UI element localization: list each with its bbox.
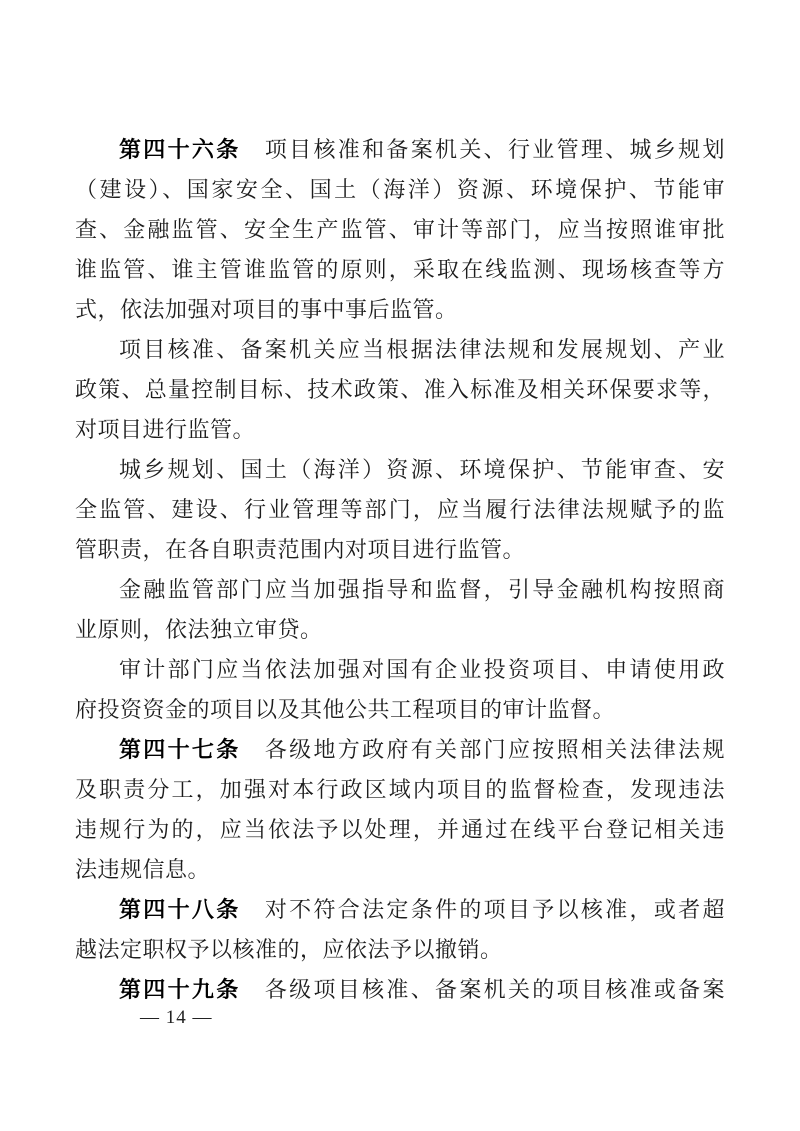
- line-text: 府投资资金的项目以及其他公共工程项目的审计监督。: [75, 697, 616, 722]
- line-text: 各级项目核准、备案机关的项目核准或备案: [240, 977, 725, 1002]
- line-text: 对项目进行监管。: [75, 417, 256, 442]
- article-number: 第四十八条: [119, 897, 241, 922]
- text-line: [75, 930, 725, 970]
- line-text: 金融监管部门应当加强指导和监督，引导金融机构按照商: [119, 577, 725, 602]
- text-line: [75, 770, 725, 810]
- text-line: [75, 490, 725, 530]
- line-text: 式，依法加强对项目的事中事后监管。: [75, 297, 458, 322]
- line-text: 审计部门应当依法加强对国有企业投资项目、申请使用政: [119, 657, 725, 682]
- line-text: 管职责，在各自职责范围内对项目进行监管。: [75, 537, 526, 562]
- text-line: [75, 850, 725, 890]
- article-number: 第四十九条: [119, 977, 241, 1002]
- line-text: 及职责分工，加强对本行政区域内项目的监督检查，发现违法: [75, 777, 725, 802]
- line-text: 各级地方政府有关部门应按照相关法律法规: [240, 737, 725, 762]
- line-text: 政策、总量控制目标、技术政策、准入标准及相关环保要求等，: [75, 377, 725, 402]
- line-text: 法违规信息。: [75, 857, 211, 882]
- text-line: [75, 210, 725, 250]
- text-line: [75, 730, 725, 770]
- text-line: [75, 290, 725, 330]
- text-line: [75, 330, 725, 370]
- text-line: [75, 570, 725, 610]
- text-line: [75, 450, 725, 490]
- text-line: [75, 130, 725, 170]
- text-line: [75, 890, 725, 930]
- text-line: [75, 690, 725, 730]
- line-text: 对不符合法定条件的项目予以核准，或者超: [240, 897, 725, 922]
- text-line: [75, 610, 725, 650]
- line-text: 业原则，依法独立审贷。: [75, 617, 323, 642]
- line-text: 项目核准、备案机关应当根据法律法规和发展规划、产业: [119, 337, 725, 362]
- text-line: [75, 650, 725, 690]
- line-text: 查、金融监管、安全生产监管、审计等部门，应当按照谁审批: [75, 217, 725, 242]
- line-text: 违规行为的，应当依法予以处理，并通过在线平台登记相关违: [75, 817, 725, 842]
- article-number: 第四十六条: [119, 137, 241, 162]
- line-text: 项目核准和备案机关、行业管理、城乡规划: [240, 137, 725, 162]
- line-text: （建设）、国家安全、国土（海洋）资源、环境保护、节能审: [75, 177, 725, 202]
- line-text: 城乡规划、国土（海洋）资源、环境保护、节能审查、安: [119, 457, 725, 482]
- line-text: 谁监管、谁主管谁监管的原则，采取在线监测、现场核查等方: [75, 257, 725, 282]
- text-line: [75, 170, 725, 210]
- document-body: [75, 130, 725, 1010]
- text-line: [75, 530, 725, 570]
- line-text: 全监管、建设、行业管理等部门，应当履行法律法规赋予的监: [75, 497, 725, 522]
- text-line: [75, 370, 725, 410]
- line-text: 越法定职权予以核准的，应依法予以撤销。: [75, 937, 503, 962]
- article-number: 第四十七条: [119, 737, 241, 762]
- text-line: [75, 410, 725, 450]
- page-number: — 14 —: [140, 1007, 213, 1028]
- text-line: [75, 250, 725, 290]
- text-line: [75, 810, 725, 850]
